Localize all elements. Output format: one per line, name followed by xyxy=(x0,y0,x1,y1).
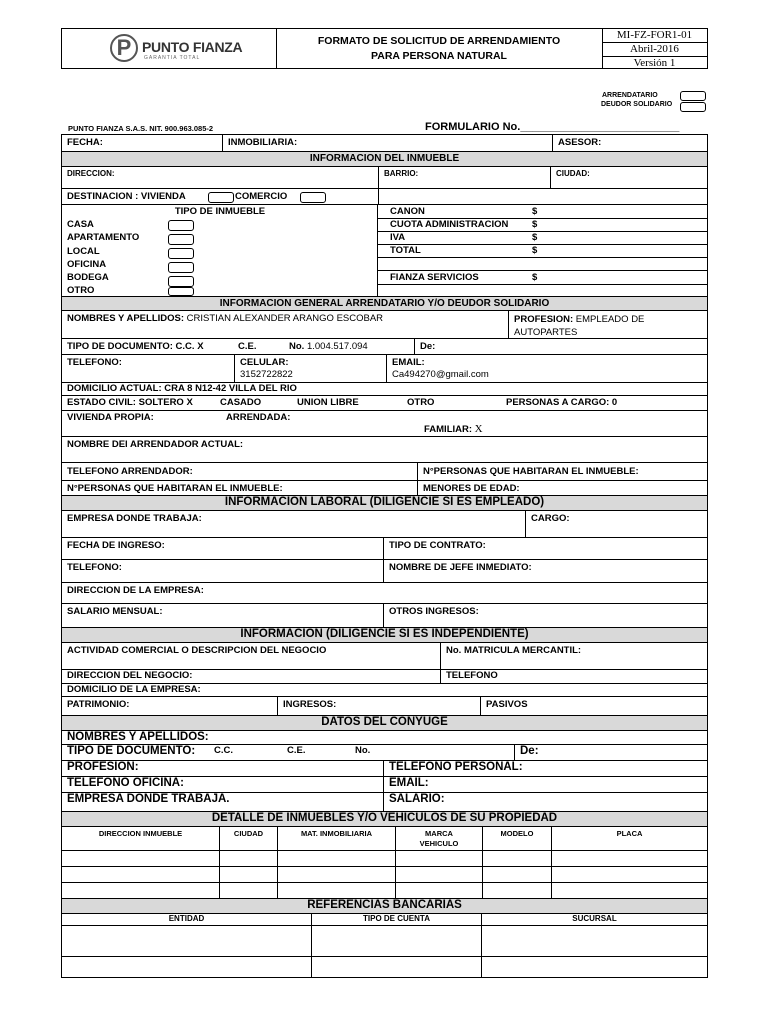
vivienda-checkbox[interactable] xyxy=(208,192,234,203)
company-nit: PUNTO FIANZA S.A.S. NIT. 900.963.085-2 xyxy=(68,124,214,133)
tipo-oficina-label: OFICINA xyxy=(67,259,107,270)
tipo-bodega-label: BODEGA xyxy=(67,272,109,283)
actividad-field[interactable]: ACTIVIDAD COMERCIAL O DESCRIPCION DEL NEGOCIO xyxy=(67,645,327,656)
vivienda-row xyxy=(62,411,707,437)
table-cell[interactable] xyxy=(395,851,482,866)
expedicion-field[interactable]: De: xyxy=(414,339,707,354)
conyuge-profesion-row xyxy=(62,761,707,777)
email-field[interactable] xyxy=(386,355,707,382)
section-referencias: REFERENCIAS BANCARIAS xyxy=(62,899,707,914)
domicilio-empresa-row xyxy=(62,684,707,697)
total-label: TOTAL xyxy=(390,245,421,256)
canon-row xyxy=(378,205,707,219)
tipo-casa-checkbox[interactable] xyxy=(168,220,194,231)
vivienda-propia[interactable]: VIVIENDA PROPIA: xyxy=(67,412,154,423)
table-cell[interactable] xyxy=(481,957,707,977)
comercio-checkbox[interactable] xyxy=(300,192,326,203)
company-logo xyxy=(62,29,277,68)
section-conyuge: DATOS DEL CONYUGE xyxy=(62,716,707,731)
estado-civil-otro[interactable]: OTRO xyxy=(407,397,435,408)
col-direccion-inmueble: DIRECCION INMUEBLE xyxy=(98,829,183,838)
role-deudor-label: DEUDOR SOLIDARIO xyxy=(601,101,673,108)
tipo-inmueble-header: TIPO DE INMUEBLE xyxy=(174,206,266,217)
tipo-bodega-checkbox[interactable] xyxy=(168,276,194,287)
documento-row xyxy=(62,339,707,355)
section-arrendatario: INFORMACION GENERAL ARRENDATARIO Y/O DEUDOR SOLIDARIO xyxy=(62,297,707,311)
nombres-field[interactable] xyxy=(62,311,508,338)
otros-ingresos-field[interactable]: OTROS INGRESOS: xyxy=(383,604,707,627)
fianza-currency: $ xyxy=(532,272,538,283)
conyuge-tipo-doc-field[interactable]: TIPO DE DOCUMENTO: xyxy=(67,745,196,757)
salario-field[interactable]: SALARIO MENSUAL: xyxy=(67,606,163,617)
telefono-arrendador-row xyxy=(62,463,707,481)
fecha-field[interactable]: FECHA: xyxy=(67,137,103,148)
actividad-row xyxy=(62,643,707,670)
barrio-field[interactable]: BARRIO: xyxy=(378,167,550,188)
direccion-empresa-row xyxy=(62,583,707,604)
ingreso-row xyxy=(62,538,707,560)
col-tipo-cuenta: TIPO DE CUENTA xyxy=(311,914,481,925)
tipo-otro-checkbox[interactable] xyxy=(168,287,194,296)
table-row[interactable] xyxy=(62,957,707,977)
tipo-local-checkbox[interactable] xyxy=(168,248,194,259)
direccion-negocio-row xyxy=(62,670,707,684)
table-row[interactable] xyxy=(62,867,707,883)
document-number-value: 1.004.517.094 xyxy=(306,341,368,352)
col-ciudad: CIUDAD xyxy=(219,827,277,850)
arrendador-row xyxy=(62,437,707,463)
empresa-field[interactable]: EMPRESA DONDE TRABAJA: xyxy=(67,513,202,524)
cargo-field[interactable]: CARGO: xyxy=(525,511,707,537)
conyuge-nombres-row xyxy=(62,731,707,745)
conyuge-cc[interactable]: C.C. xyxy=(214,745,233,756)
conyuge-salario-field[interactable]: SALARIO: xyxy=(383,793,707,811)
inmobiliaria-field[interactable]: INMOBILIARIA: xyxy=(222,135,552,151)
section-independiente: INFORMACION (DILIGENCIE SI ES INDEPENDIENTE) xyxy=(62,628,707,643)
conyuge-documento-row xyxy=(62,745,707,761)
table-cell[interactable] xyxy=(482,867,551,882)
conyuge-de-field[interactable]: De: xyxy=(514,745,707,760)
ingresos-field[interactable]: INGRESOS: xyxy=(277,697,480,715)
profesion-field[interactable] xyxy=(508,311,707,338)
contacto-row xyxy=(62,355,707,383)
conyuge-no[interactable]: No. xyxy=(355,745,371,756)
direccion-field[interactable]: DIRECCION: xyxy=(67,169,115,178)
tipo-apartamento-label: APARTAMENTO xyxy=(67,232,140,243)
inmueble-address-row xyxy=(62,167,707,189)
celular-label: CELULAR: xyxy=(240,357,289,368)
table-cell[interactable] xyxy=(551,867,707,882)
conyuge-oficina-row xyxy=(62,777,707,793)
section-laboral: INFORMACION LABORAL (DILIGENCIE SI ES EMPLEADO) xyxy=(62,496,707,511)
table-cell[interactable] xyxy=(277,851,395,866)
fianza-label: FIANZA SERVICIOS xyxy=(390,272,479,283)
logo-mark-icon: P xyxy=(110,34,138,62)
col-placa: PLACA xyxy=(551,827,707,850)
telefono-laboral-row xyxy=(62,560,707,583)
section-inmueble: INFORMACION DEL INMUEBLE xyxy=(62,152,707,167)
document-code-block xyxy=(602,29,707,68)
estado-civil-soltero[interactable]: ESTADO CIVIL: SOLTERO X xyxy=(67,397,193,408)
title-line-1: FORMATO DE SOLICITUD DE ARRENDAMIENTO xyxy=(317,34,561,47)
col-entidad: ENTIDAD xyxy=(168,914,205,923)
familiar-label: FAMILIAR: xyxy=(424,424,473,435)
document-title xyxy=(276,29,603,68)
table-cell[interactable] xyxy=(395,867,482,882)
total-currency: $ xyxy=(532,245,538,256)
table-cell[interactable] xyxy=(62,851,219,866)
tipo-inmueble-block xyxy=(62,205,378,297)
document-code: MI-FZ-FOR1-01 xyxy=(602,29,707,43)
tipo-otro-label: OTRO xyxy=(67,285,95,296)
conyuge-nombres-field[interactable]: NOMBRES Y APELLIDOS: xyxy=(67,731,209,743)
celular-field[interactable] xyxy=(234,355,386,382)
canon-label: CANON xyxy=(390,206,425,217)
section-propiedades: DETALLE DE INMUEBLES Y/O VEHICULOS DE SU PROPIEDAD xyxy=(62,812,707,827)
document-number[interactable] xyxy=(289,341,368,352)
table-cell[interactable] xyxy=(481,926,707,956)
personas-habitaran-field-2[interactable]: N°PERSONAS QUE HABITARAN EL INMUEBLE: xyxy=(67,483,283,494)
general-row xyxy=(62,135,707,152)
vivienda-arrendada[interactable]: ARRENDADA: xyxy=(226,412,291,423)
salario-row xyxy=(62,604,707,628)
table-cell[interactable] xyxy=(551,883,707,898)
document-date: Abril-2016 xyxy=(602,43,707,57)
table-cell[interactable] xyxy=(219,851,277,866)
tipo-contrato-field[interactable]: TIPO DE CONTRATO: xyxy=(383,538,707,559)
logo-name: PUNTO FIANZA xyxy=(142,39,243,55)
nombre-arrendador-field[interactable]: NOMBRE DEl ARRENDADOR ACTUAL: xyxy=(67,439,244,450)
nombres-value: CRISTIAN ALEXANDER ARANGO ESCOBAR xyxy=(186,313,384,324)
document-header xyxy=(61,28,708,69)
document-version: Versión 1 xyxy=(633,57,676,69)
table-cell[interactable] xyxy=(277,867,395,882)
table-cell[interactable] xyxy=(277,883,395,898)
role-arrendatario-checkbox[interactable] xyxy=(680,91,706,101)
table-cell[interactable] xyxy=(311,926,481,956)
telefono-arrendador-field[interactable]: TELEFONO ARRENDADOR: xyxy=(67,466,193,477)
matricula-field[interactable]: No. MATRICULA MERCANTIL: xyxy=(440,643,707,669)
application-form xyxy=(61,134,708,978)
destinacion-label: DESTINACION : VIVIENDA xyxy=(67,191,186,202)
tipo-local-label: LOCAL xyxy=(67,246,100,257)
patrimonio-row xyxy=(62,697,707,716)
conyuge-email-field[interactable]: EMAIL: xyxy=(383,777,707,792)
personas-a-cargo[interactable]: PERSONAS A CARGO: 0 xyxy=(506,397,618,408)
estado-civil-casado[interactable]: CASADO xyxy=(220,397,262,408)
direccion-negocio-field[interactable]: DIRECCION DEL NEGOCIO: xyxy=(67,670,193,681)
col-modelo: MODELO xyxy=(482,827,551,850)
conyuge-empresa-field[interactable]: EMPRESA DONDE TRABAJA. xyxy=(67,793,230,805)
table-cell[interactable] xyxy=(311,957,481,977)
cuota-label: CUOTA ADMINISTRACION xyxy=(390,219,509,230)
nombres-row xyxy=(62,311,707,339)
menores-field[interactable]: MENORES DE EDAD: xyxy=(417,481,707,495)
conyuge-telefono-oficina-field[interactable]: TELEFONO OFICINA: xyxy=(67,777,184,789)
iva-label: IVA xyxy=(390,232,406,243)
cuota-currency: $ xyxy=(532,219,538,230)
title-line-2: PARA PERSONA NATURAL xyxy=(371,49,507,62)
table-cell[interactable] xyxy=(62,867,219,882)
table-cell[interactable] xyxy=(395,883,482,898)
direccion-empresa-field[interactable]: DIRECCION DE LA EMPRESA: xyxy=(67,585,204,596)
table-cell[interactable] xyxy=(551,851,707,866)
estado-civil-row xyxy=(62,396,707,411)
table-cell[interactable] xyxy=(482,851,551,866)
role-arrendatario-label: ARRENDATARIO xyxy=(602,92,658,99)
role-deudor-checkbox[interactable] xyxy=(680,102,706,112)
blank-cost-row-2 xyxy=(378,285,707,297)
comercio-label: COMERCIO xyxy=(235,191,288,202)
nombres-label: NOMBRES Y APELLIDOS: xyxy=(67,313,185,324)
estado-civil-union[interactable]: UNION LIBRE xyxy=(297,397,359,408)
profesion-value-1: EMPLEADO DE xyxy=(575,314,645,325)
total-row xyxy=(378,245,707,258)
table-cell[interactable] xyxy=(219,867,277,882)
tipo-apartamento-checkbox[interactable] xyxy=(168,234,194,245)
asesor-field[interactable]: ASESOR: xyxy=(552,135,707,151)
profesion-label: PROFESION: xyxy=(514,314,574,325)
tipo-oficina-checkbox[interactable] xyxy=(168,262,194,273)
table-cell[interactable] xyxy=(482,883,551,898)
col-marca-vehiculo: MARCA VEHICULO xyxy=(395,827,482,850)
destinacion-row xyxy=(62,189,707,205)
table-cell[interactable] xyxy=(62,957,311,977)
celular-value: 3152722822 xyxy=(240,369,293,380)
email-value: Ca494270@gmail.com xyxy=(392,369,489,380)
pasivos-field[interactable]: PASIVOS xyxy=(480,697,707,715)
table-row[interactable] xyxy=(62,883,707,899)
referencias-header-row xyxy=(62,914,707,926)
conyuge-telefono-personal-field[interactable]: TELEFONO PERSONAL: xyxy=(383,761,707,776)
telefono-negocio-field[interactable]: TELEFONO xyxy=(440,670,707,683)
fecha-ingreso-field[interactable]: FECHA DE INGRESO: xyxy=(67,540,165,551)
table-row[interactable] xyxy=(62,926,707,957)
col-mat-inmobiliaria: MAT. INMOBILIARIA xyxy=(277,827,395,850)
conyuge-ce[interactable]: C.E. xyxy=(287,745,306,756)
conyuge-empresa-row xyxy=(62,793,707,812)
cuota-row xyxy=(378,219,707,232)
patrimonio-field[interactable]: PATRIMONIO: xyxy=(67,699,130,710)
table-cell[interactable] xyxy=(62,926,311,956)
destinacion-empty xyxy=(378,189,707,204)
jefe-field[interactable]: NOMBRE DE JEFE INMEDIATO: xyxy=(383,560,707,582)
personas-row xyxy=(62,481,707,496)
col-sucursal: SUCURSAL xyxy=(481,914,707,925)
tipo-casa-label: CASA xyxy=(67,219,94,230)
vivienda-familiar[interactable] xyxy=(424,423,483,435)
costos-block xyxy=(378,205,707,297)
domicilio-field[interactable]: DOMICILIO ACTUAL: CRA 8 N12-42 VILLA DEL RIO xyxy=(67,383,297,394)
email-label: EMAIL: xyxy=(392,357,425,368)
telefono-laboral-field[interactable]: TELEFONO: xyxy=(67,562,122,573)
blank-cost-row xyxy=(378,258,707,271)
iva-currency: $ xyxy=(532,232,538,243)
empresa-row xyxy=(62,511,707,538)
profesion-value-2: AUTOPARTES xyxy=(514,327,578,338)
ciudad-field[interactable]: CIUDAD: xyxy=(550,167,707,188)
canon-currency: $ xyxy=(532,206,538,217)
domicilio-empresa-field[interactable]: DOMICILIO DE LA EMPRESA: xyxy=(67,684,201,695)
document-number-label: No. xyxy=(289,341,305,352)
domicilio-row xyxy=(62,383,707,396)
propiedades-header-row xyxy=(62,827,707,851)
iva-row xyxy=(378,232,707,245)
personas-habitaran-field-1[interactable]: N°PERSONAS QUE HABITARAN EL INMUEBLE: xyxy=(417,463,707,480)
table-cell[interactable] xyxy=(219,883,277,898)
table-cell[interactable] xyxy=(62,883,219,898)
logo-tagline: GARANTIA TOTAL xyxy=(144,55,201,61)
tipo-documento-label: TIPO DE DOCUMENTO: C.C. X xyxy=(67,341,204,352)
familiar-mark: X xyxy=(474,423,483,435)
fianza-row xyxy=(378,271,707,285)
conyuge-profesion-field[interactable]: PROFESION: xyxy=(67,761,139,773)
form-number: FORMULARIO No.__________________________ xyxy=(425,121,680,133)
table-row[interactable] xyxy=(62,851,707,867)
telefono-field[interactable]: TELEFONO: xyxy=(67,357,122,368)
ce-label: C.E. xyxy=(238,341,257,352)
